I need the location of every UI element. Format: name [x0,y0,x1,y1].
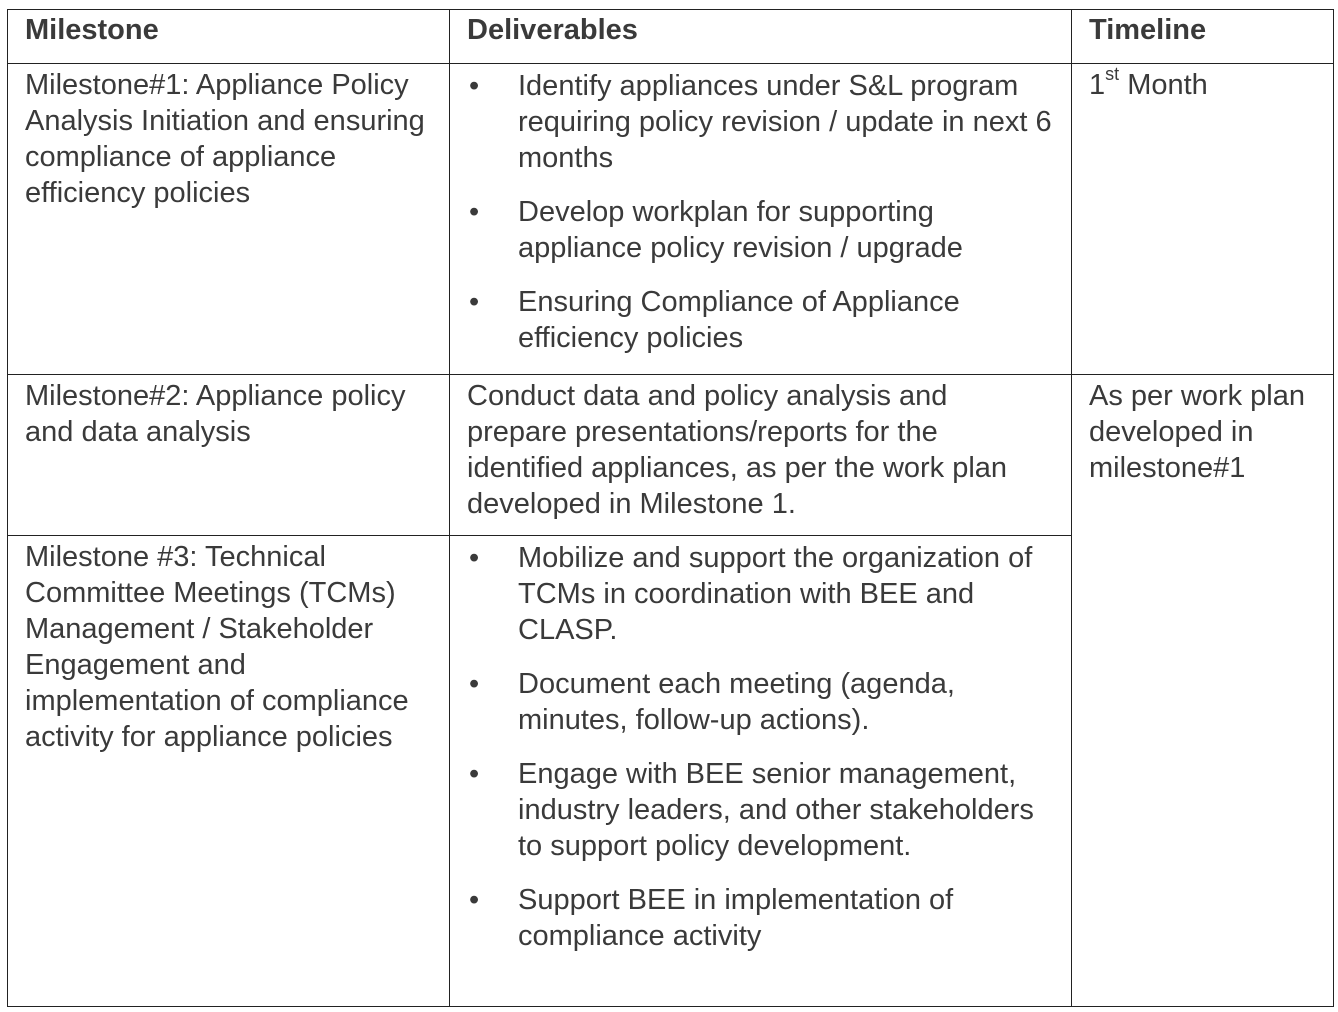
list-item [467,666,1059,738]
table-row [8,375,1334,536]
timeline-1-number: 1 [1089,69,1106,101]
deliverable-text: Develop workplan for supporting appliance policy revision / upgrade [518,196,963,264]
list-item [467,284,1059,356]
deliverables-cell [450,375,1072,536]
bullet-icon: • [469,758,480,790]
header-deliverables: Deliverables [450,10,1072,64]
timeline-cell [1072,375,1334,1007]
timeline-cell [1072,64,1334,375]
deliverables-cell [450,536,1072,1007]
milestone-cell [8,64,450,375]
timeline-1-unit: Month [1119,69,1208,101]
header-milestone: Milestone [8,10,450,64]
deliverable-text: Support BEE in implementation of compliance activity [518,884,954,952]
list-item [467,194,1059,266]
milestone-cell [8,375,450,536]
list-item [467,68,1059,176]
deliverable-2-text: Conduct data and policy analysis and prepare presentations/reports for the identified appliances, as per the work plan developed in Milestone 1. [467,380,1008,520]
milestone-table [7,9,1334,1007]
bullet-icon: • [469,196,480,228]
bullet-icon: • [469,542,480,574]
milestone-3-title: Milestone #3: Technical Committee Meetings (TCMs) Management / Stakeholder Engagement and implementation of compliance activity for appliance policies [25,541,409,753]
timeline-1 [1072,64,1333,103]
timeline-2: As per work plan developed in milestone#1 [1089,380,1305,484]
deliverable-text: Engage with BEE senior management, industry leaders, and other stakeholders to support policy development. [518,758,1034,862]
milestone-cell [8,536,450,1007]
table-row [8,64,1334,375]
timeline-1-ordinal: st [1105,64,1120,85]
bullet-icon: • [469,668,480,700]
deliverables-list [450,536,1071,954]
list-item [467,540,1059,648]
deliverable-text: Document each meeting (agenda, minutes, follow-up actions). [518,668,955,736]
deliverables-list [450,64,1071,356]
deliverable-text: Identify appliances under S&L program requiring policy revision / update in next 6 months [518,70,1052,174]
deliverables-cell [450,64,1072,375]
header-row [8,10,1334,64]
deliverable-text: Ensuring Compliance of Appliance efficiency policies [518,286,960,354]
bullet-icon: • [469,884,480,916]
deliverable-text: Mobilize and support the organization of TCMs in coordination with BEE and CLASP. [518,542,1033,646]
header-timeline: Timeline [1072,10,1334,64]
bullet-icon: • [469,70,480,102]
milestone-2-title: Milestone#2: Appliance policy and data analysis [25,380,406,448]
bullet-icon: • [469,286,480,318]
list-item [467,882,1059,954]
list-item [467,756,1059,864]
milestone-1-title: Milestone#1: Appliance Policy Analysis Initiation and ensuring compliance of appliance efficiency policies [25,69,425,209]
